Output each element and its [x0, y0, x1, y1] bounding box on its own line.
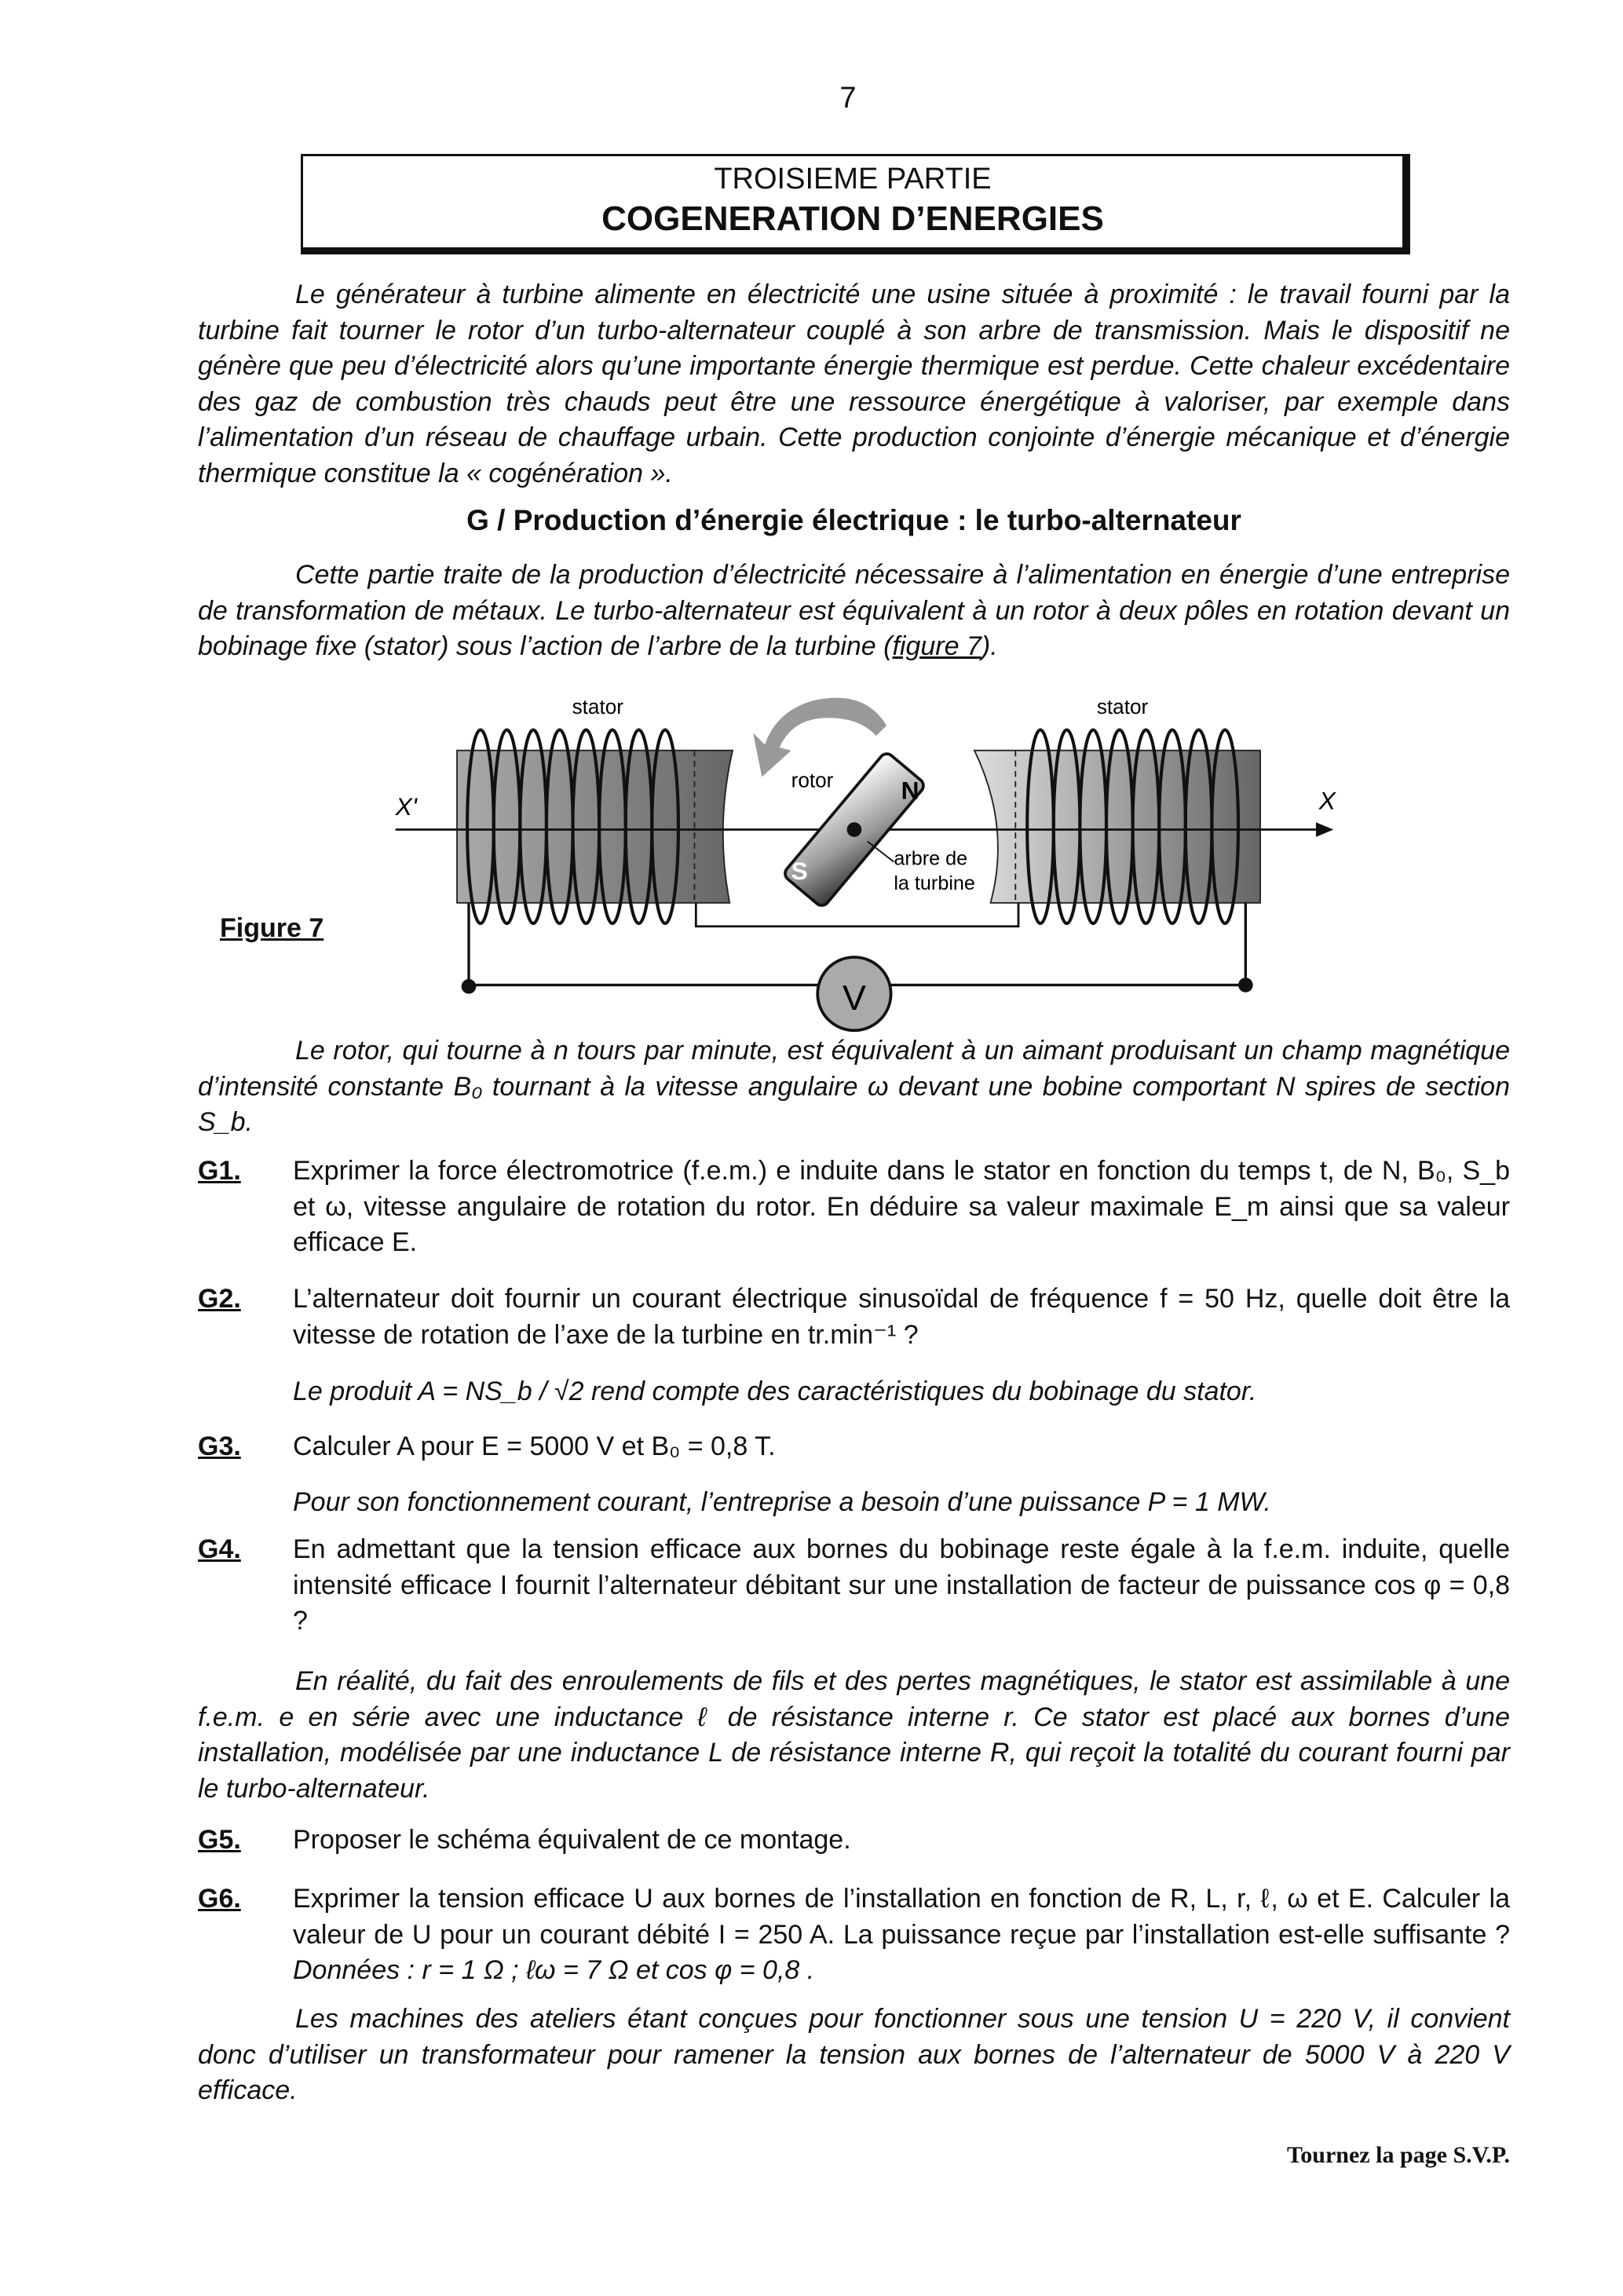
- question-text: En admettant que la tension efficace aux bornes du bobinage reste égale à la f.e.m. induite, quelle intensité efficace I fournit l’alternateur débitant sur une installation de facteur de puissance cos φ = 0,8 ?: [293, 1534, 1510, 1636]
- section-intro-end: ).: [981, 631, 998, 661]
- section-intro-text: Cette partie traite de la production d’électricité nécessaire à l’alimentation en énergie d’une entreprise de transformation de métaux. Le turbo-alternateur est équivalent à un rotor à deux pôles en rotation devant un bobinage fixe (stator) sous l’action de l’arbre de la turbine (: [198, 560, 1510, 661]
- machines-text: Les machines des ateliers étant conçues pour fonctionner sous une tension U = 220 V, il convient donc d’utiliser un transformateur pour ramener la tension aux bornes de l’alternateur de 5000 V à 220 V efficace.: [198, 2004, 1510, 2105]
- page-number: 7: [839, 82, 857, 115]
- question-g6: [198, 1881, 1510, 1989]
- north-pole-label: N: [901, 776, 919, 805]
- terminal-right: [1238, 978, 1253, 993]
- stator-right-label: stator: [1096, 695, 1149, 719]
- question-label: G6.: [198, 1884, 241, 1914]
- voltmeter-label: V: [842, 978, 866, 1018]
- axis-right-label: X: [1318, 786, 1336, 815]
- intro-paragraph: [198, 277, 1510, 492]
- coil-link-wire: [696, 903, 1018, 927]
- stator-left-label: stator: [572, 695, 623, 719]
- question-data: Données : r = 1 Ω ; ℓω = 7 Ω et cos φ = 0,8 .: [293, 1955, 815, 1985]
- shaft-label-2: la turbine: [894, 872, 975, 895]
- rotor-label: rotor: [791, 768, 834, 792]
- question-text: Proposer le schéma équivalent de ce montage.: [293, 1825, 851, 1855]
- question-text: L’alternateur doit fournir un courant électrique sinusoïdal de fréquence f = 50 Hz, quelle doit être la vitesse de rotation de l’axe de la turbine en tr.min⁻¹ ?: [293, 1284, 1510, 1350]
- question-label: G2.: [198, 1284, 241, 1314]
- figure-label: Figure 7: [220, 913, 324, 943]
- question-g3: [198, 1429, 1510, 1465]
- question-label: G1.: [198, 1156, 241, 1186]
- question-g5: [198, 1823, 1510, 1859]
- question-text: Exprimer la tension efficace U aux bornes de l’installation en fonction de R, L, r, ℓ, ω et E. Calculer la valeur de U pour un courant débité I = 250 A. La puissance reçue par l’installation est-elle suffisante ?: [293, 1884, 1510, 1950]
- south-pole-label: S: [791, 857, 808, 885]
- question-label: G4.: [198, 1534, 241, 1564]
- section-heading: G / Production d’énergie électrique : le turbo-alternateur: [466, 504, 1241, 536]
- question-g1: [198, 1153, 1510, 1261]
- rotation-arrow-icon: [753, 698, 886, 777]
- terminal-left: [462, 979, 477, 994]
- part-subtitle: COGENERATION D’ENERGIES: [601, 199, 1104, 238]
- axis-arrow-icon: [1316, 822, 1333, 837]
- question-g2: [198, 1281, 1510, 1353]
- question-label: G3.: [198, 1431, 241, 1461]
- rotor-text: Le rotor, qui tourne à n tours par minute, est équivalent à un aimant produisant un champ magnétique d’intensité constante B₀ tournant à la vitesse angulaire ω devant une bobine comportant N spires de section S_b.: [198, 1036, 1510, 1137]
- stator-right-core: [974, 751, 1260, 903]
- reality-text: En réalité, du fait des enroulements de fils et des pertes magnétiques, le stator est assimilable à une f.e.m. e en série avec une inductance ℓ de résistance interne r. Ce stator est placé aux bornes d’une installation, modélisée par une inductance L de résistance interne R, qui reçoit la totalité du courant fourni par le turbo-alternateur.: [198, 1666, 1510, 1804]
- machines-paragraph: [198, 2002, 1510, 2109]
- part-title: TROISIEME PARTIE: [714, 163, 992, 196]
- figure-7-diagram: [381, 682, 1348, 1033]
- question-text: Calculer A pour E = 5000 V et B₀ = 0,8 T.: [293, 1431, 776, 1461]
- axis-left-label: X': [395, 792, 417, 821]
- footer-turn-page: Tournez la page S.V.P.: [1287, 2142, 1510, 2168]
- question-label: G5.: [198, 1825, 241, 1855]
- rotor-paragraph: [198, 1033, 1510, 1141]
- shaft-dot: [847, 822, 862, 837]
- question-text: Exprimer la force électromotrice (f.e.m.) e induite dans le stator en fonction du temps t, de N, B₀, S_b et ω, vitesse angulaire de rotation du rotor. En déduire sa valeur maximale E_m ainsi que sa valeur efficace E.: [293, 1156, 1510, 1257]
- stator-left-core: [457, 751, 733, 903]
- part-title-box: [301, 154, 1410, 254]
- shaft-label-1: arbre de: [894, 847, 968, 870]
- question-g4: [198, 1532, 1510, 1640]
- reality-paragraph: [198, 1664, 1510, 1807]
- figure-link[interactable]: figure 7: [892, 631, 981, 661]
- note-product: Le produit A = NS_b / √2 rend compte des caractéristiques du bobinage du stator.: [293, 1377, 1257, 1406]
- intro-text: Le générateur à turbine alimente en électricité une usine située à proximité : le travail fourni par la turbine fait tourner le rotor d’un turbo-alternateur couplé à son arbre de transmission. Mais le dispositif ne génère que peu d’électricité alors qu’une importante énergie thermique est perdue. Cette chaleur excédentaire des gaz de combustion très chauds peut être une ressource énergétique à valoriser, par exemple dans l’alimentation d’un réseau de chauffage urbain. Cette production conjointe d’énergie mécanique et d’énergie thermique constitue la « cogénération ».: [198, 280, 1510, 488]
- section-intro: [198, 558, 1510, 665]
- note-power: Pour son fonctionnement courant, l’entreprise a besoin d’une puissance P = 1 MW.: [293, 1487, 1271, 1517]
